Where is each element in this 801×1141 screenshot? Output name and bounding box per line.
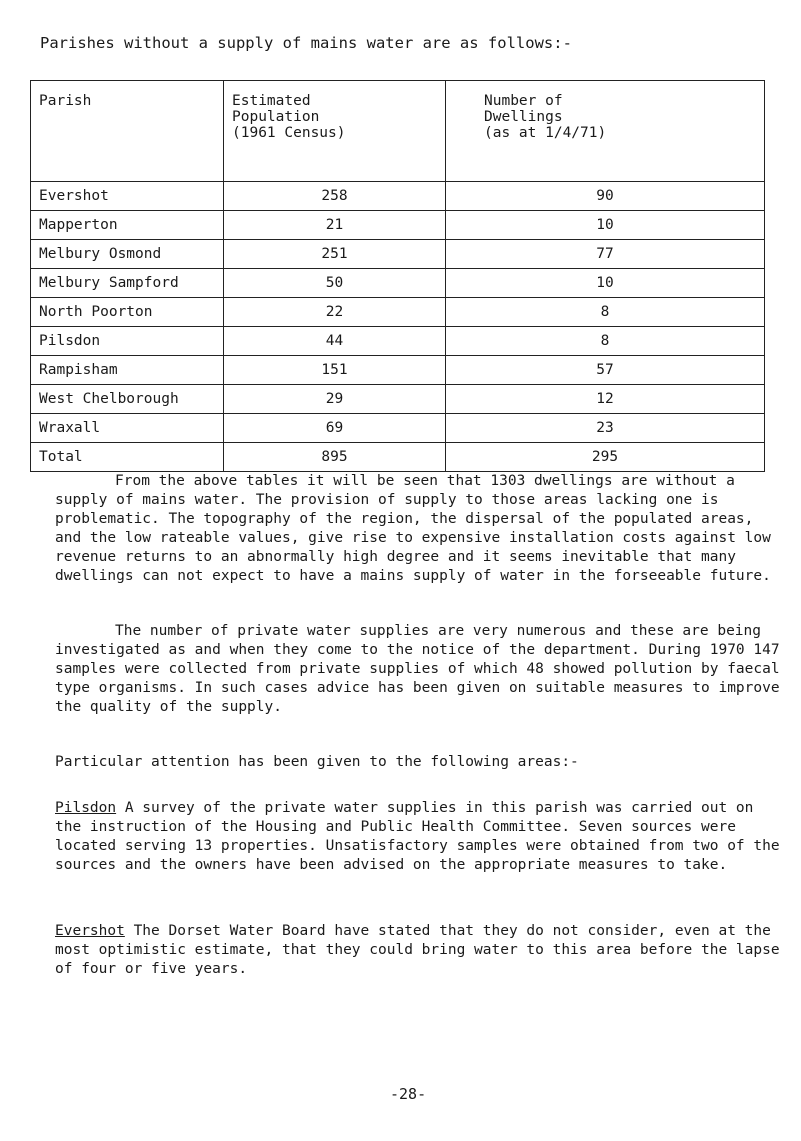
cell-dwellings: 10 [446,211,765,240]
table-row [31,385,765,414]
table-header-row [31,81,765,182]
cell-parish: Rampisham [31,356,224,385]
table-row [31,269,765,298]
cell-dwellings: 10 [446,269,765,298]
paragraph-attention: Particular attention has been given to the following areas:- [55,754,579,770]
intro-text: Parishes without a supply of mains water are as follows:- [40,34,572,52]
cell-population: 22 [224,298,446,327]
table-row [31,356,765,385]
cell-parish: North Poorton [31,298,224,327]
pilsdon-heading: Pilsdon [55,800,117,816]
table-row [31,182,765,211]
cell-population: 69 [224,414,446,443]
pilsdon-text: A survey of the private water supplies in this parish was carried out on the instruction of the Housing and Public Health Committee. Seven sources were located serving 13 properties. Unsatisfactory samples were obtained from two of the sources and the owners have been advised on the appropriate measures to take. [55,800,789,873]
paragraph-private-supplies: The number of private water supplies are very numerous and these are being investigated as and when they come to the notice of the department. During 1970 147 samples were collected from private supplies of which 48 showed pollution by faecal type organisms. In such cases advice has been given on suitable measures to improve the quality of the supply. [55,623,789,715]
cell-dwellings: 57 [446,356,765,385]
paragraph-pilsdon [55,799,789,875]
table-row [31,327,765,356]
cell-population: 50 [224,269,446,298]
cell-parish: Melbury Osmond [31,240,224,269]
cell-parish: Total [31,443,224,472]
parish-table [30,80,765,472]
cell-dwellings: 8 [446,298,765,327]
evershot-text: The Dorset Water Board have stated that they do not consider, even at the most optimistic estimate, that they could bring water to this area before the lapse of four or five years. [55,923,789,977]
cell-population: 29 [224,385,446,414]
header-dwellings: Number of Dwellings (as at 1/4/71) [446,81,765,182]
header-parish: Parish [31,81,224,182]
table-row [31,414,765,443]
table-row [31,211,765,240]
cell-dwellings: 90 [446,182,765,211]
cell-population: 151 [224,356,446,385]
paragraph-evershot [55,922,789,979]
cell-parish: Pilsdon [31,327,224,356]
cell-dwellings: 77 [446,240,765,269]
cell-dwellings: 12 [446,385,765,414]
paragraph-supply-summary: From the above tables it will be seen that 1303 dwellings are without a supply of mains water. The provision of supply to those areas lacking one is problematic. The topography of the region, the dispersal of the populated areas, and the low rateable values, give rise to expensive installation costs against low revenue returns to an abnormally high degree and it seems inevitable that many dwellings can not expect to have a mains supply of water in the forseeable future. [55,473,780,584]
evershot-heading: Evershot [55,923,125,939]
cell-population: 21 [224,211,446,240]
header-population: Estimated Population (1961 Census) [224,81,446,182]
cell-parish: Wraxall [31,414,224,443]
cell-dwellings: 23 [446,414,765,443]
cell-parish: Mapperton [31,211,224,240]
table-row [31,443,765,472]
page-number: -28- [390,1085,427,1103]
cell-dwellings: 8 [446,327,765,356]
cell-parish: West Chelborough [31,385,224,414]
cell-population: 895 [224,443,446,472]
cell-population: 258 [224,182,446,211]
cell-population: 251 [224,240,446,269]
cell-dwellings: 295 [446,443,765,472]
cell-parish: Evershot [31,182,224,211]
cell-parish: Melbury Sampford [31,269,224,298]
table-row [31,298,765,327]
table-row [31,240,765,269]
cell-population: 44 [224,327,446,356]
